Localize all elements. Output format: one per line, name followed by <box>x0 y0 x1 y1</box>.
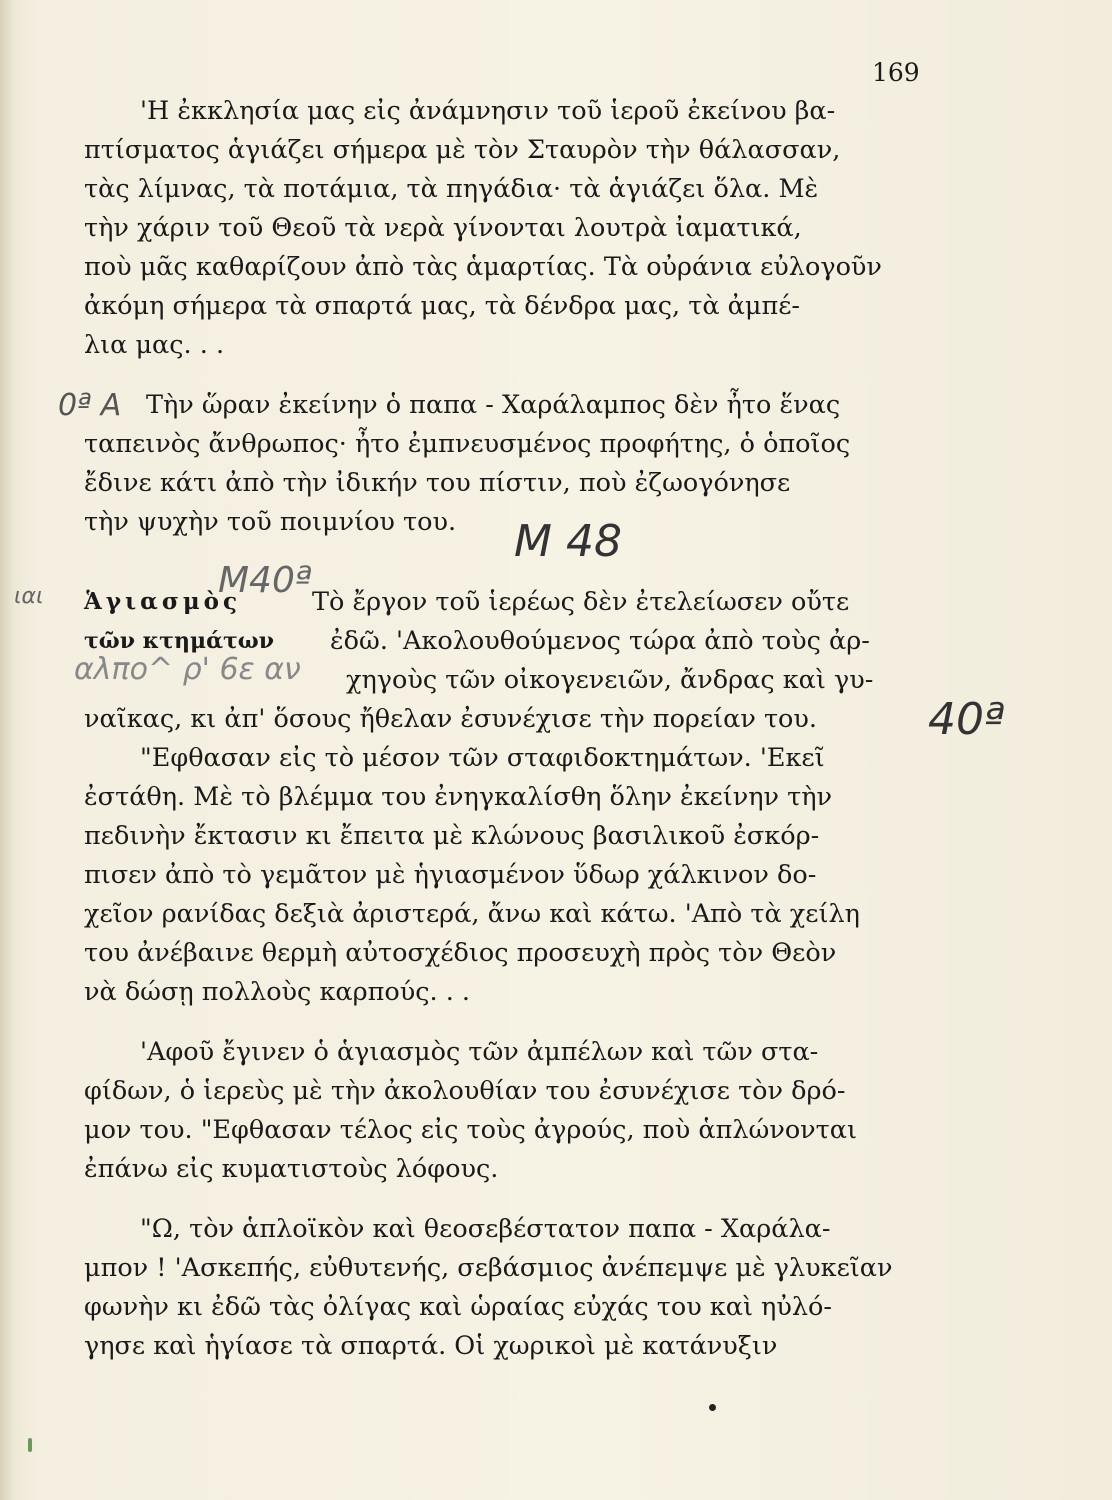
handwritten-mark: Μ 48 <box>514 516 622 567</box>
text-line: χηγοὺς τῶν οἰκογενειῶν, ἄνδρας καὶ γυ- <box>346 665 874 695</box>
text-line: μπον ! 'Ασκεπής, εὐθυτενής, σεβάσμιος ἀνέπεμψε μὲ γλυκεῖαν <box>84 1253 893 1283</box>
text-line: χεῖον ρανίδας δεξιὰ ἀριστερά, ἄνω καὶ κάτω. 'Απὸ τὰ χείλη <box>84 899 860 929</box>
side-heading: τῶν κτημάτων <box>84 628 275 654</box>
margin-note: ιαι <box>14 584 44 609</box>
text-line: τὰς λίμνας, τὰ ποτάμια, τὰ πηγάδια· τὰ ἁγιάζει ὅλα. Μὲ <box>84 174 819 204</box>
text-line: γησε καὶ ἡγίασε τὰ σπαρτά. Οἱ χωρικοὶ μὲ κατάνυξιν <box>84 1331 778 1361</box>
text-line: "Εφθασαν εἰς τὸ μέσον τῶν σταφιδοκτημάτων. 'Εκεῖ <box>140 743 825 773</box>
page-number: 169 <box>872 58 920 87</box>
handwritten-mark: 0ª Α <box>58 388 122 423</box>
handwritten-mark: αλπο^ ρ' 6ε αν <box>74 652 301 687</box>
text-line: λια μας. . . <box>84 330 225 360</box>
text-line: Τὴν ὥραν ἐκείνην ὁ παπα - Χαράλαμπος δὲν ἦτο ἕνας <box>146 390 841 420</box>
text-line: φωνὴν κι ἐδῶ τὰς ὀλίγας καὶ ὡραίας εὐχάς του καὶ ηὐλό- <box>84 1292 832 1322</box>
text-line: ἀκόμη σήμερα τὰ σπαρτά μας, τὰ δένδρα μας, τὰ ἀμπέ- <box>84 291 801 321</box>
handwritten-mark: Μ40ª <box>218 560 312 601</box>
text-line: νὰ δώσῃ πολλοὺς καρπούς. . . <box>84 977 471 1007</box>
text-line: ἔδινε κάτι ἀπὸ τὴν ἰδικήν του πίστιν, ποὺ ἐζωογόνησε <box>84 468 791 498</box>
text-line: 'Αφοῦ ἔγινεν ὁ ἁγιασμὸς τῶν ἀμπέλων καὶ τῶν στα- <box>140 1037 819 1067</box>
text-line: ἐπάνω εἰς κυματιστοὺς λόφους. <box>84 1154 499 1184</box>
text-line: ταπεινὸς ἄνθρωπος· ἦτο ἐμπνευσμένος προφήτης, ὁ ὁποῖος <box>84 429 851 459</box>
text-line: Τὸ ἔργον τοῦ ἱερέως δὲν ἐτελείωσεν οὔτε <box>312 587 850 617</box>
text-line: φίδων, ὁ ἱερεὺς μὲ τὴν ἀκολουθίαν του ἐσυνέχισε τὸν δρό- <box>84 1076 846 1106</box>
text-line: πεδινὴν ἔκτασιν κι ἔπειτα μὲ κλώνους βασιλικοῦ ἐσκόρ- <box>84 821 820 851</box>
text-line: πτίσματος ἁγιάζει σήμερα μὲ τὸν Σταυρὸν τὴν θάλασσαν, <box>84 135 841 165</box>
text-line: 'Η ἐκκλησία μας εἰς ἀνάμνησιν τοῦ ἱεροῦ ἐκείνου βα- <box>140 96 836 126</box>
text-line: τὴν ψυχὴν τοῦ ποιμνίου του. <box>84 507 457 537</box>
text-line: πισεν ἀπὸ τὸ γεμᾶτον μὲ ἡγιασμένον ὕδωρ χάλκινον δο- <box>84 860 817 890</box>
text-line: "Ω, τὸν ἁπλοϊκὸν καὶ θεοσεβέστατον παπα - Χαράλα- <box>140 1214 831 1244</box>
text-line: ναῖκας, κι ἀπ' ὅσους ἤθελαν ἐσυνέχισε τὴν πορείαν του. <box>84 704 818 734</box>
margin-mark <box>28 1438 32 1452</box>
text-line: ἐδῶ. 'Ακολουθούμενος τώρα ἀπὸ τοὺς ἀρ- <box>330 626 870 656</box>
ink-dot <box>709 1404 716 1411</box>
text-line: του ἀνέβαινε θερμὴ αὐτοσχέδιος προσευχὴ πρὸς τὸν Θεὸν <box>84 938 837 968</box>
text-line: ἐστάθη. Μὲ τὸ βλέμμα του ἐνηγκαλίσθη ὅλην ἐκείνην τὴν <box>84 782 833 812</box>
side-heading: Ἁγιασμὸς <box>84 588 241 615</box>
handwritten-mark: 40ª <box>928 694 1005 745</box>
text-line: ποὺ μᾶς καθαρίζουν ἀπὸ τὰς ἁμαρτίας. Τὰ οὐράνια εὐλογοῦν <box>84 252 882 282</box>
text-line: τὴν χάριν τοῦ Θεοῦ τὰ νερὰ γίνονται λουτρὰ ἰαματικά, <box>84 213 802 243</box>
spine-shadow <box>0 0 14 1500</box>
text-line: μον του. "Εφθασαν τέλος εἰς τοὺς ἀγρούς, ποὺ ἁπλώνονται <box>84 1115 858 1145</box>
